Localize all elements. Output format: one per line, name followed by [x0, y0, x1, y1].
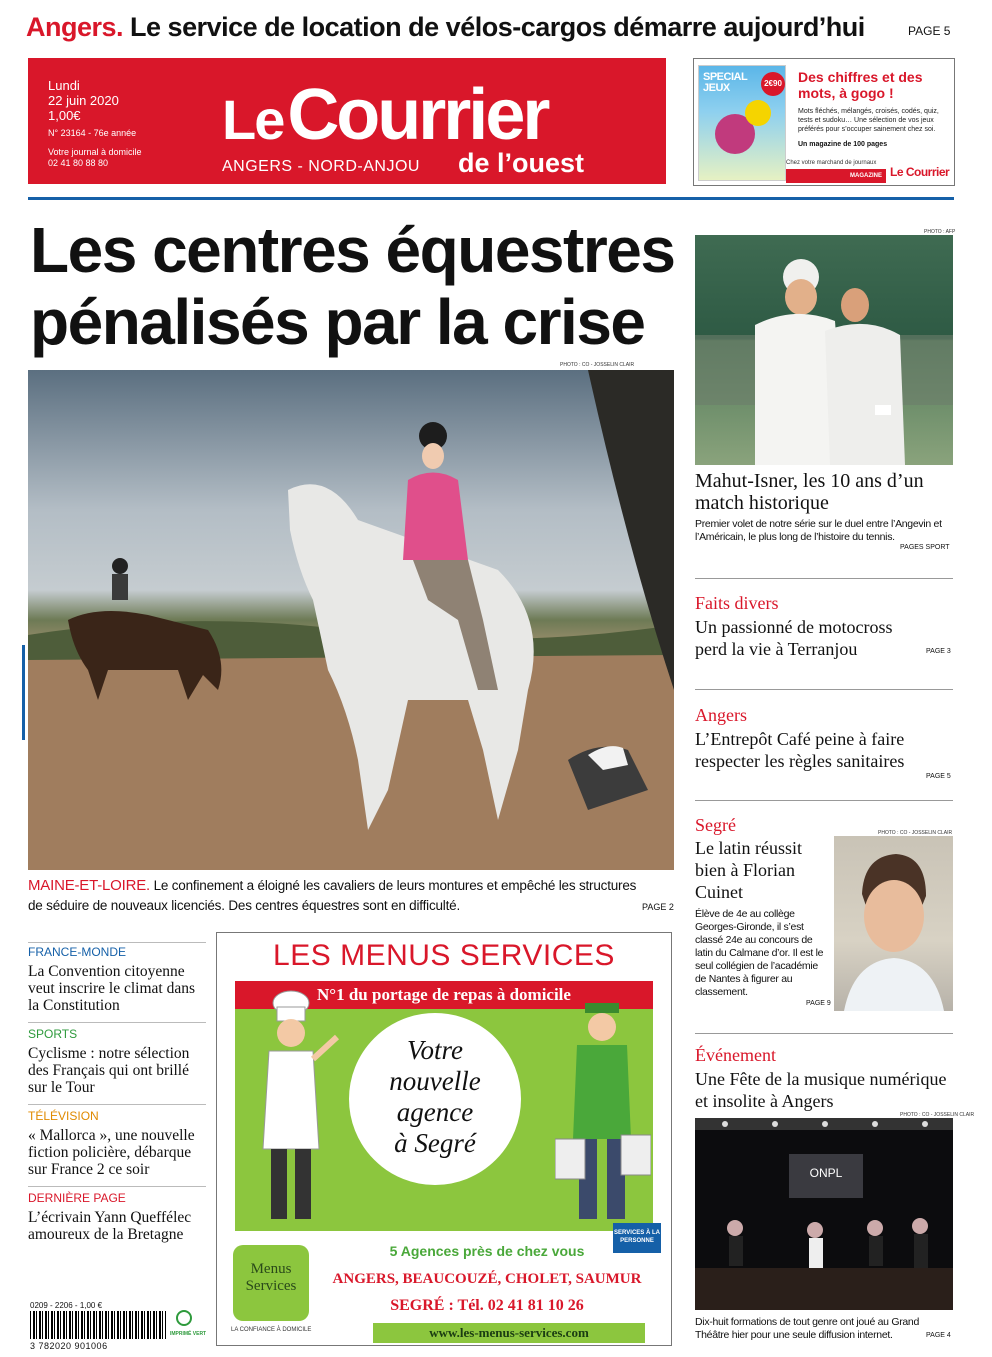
ad-phone: Tél. 02 41 81 10 26 — [457, 1297, 584, 1314]
brief-headline: « Mallorca », une nouvelle fiction policière, débarque sur France 2 ce soir — [28, 1127, 195, 1178]
brief-item[interactable] — [28, 1186, 206, 1251]
evenement-photo-scene — [695, 1118, 953, 1310]
evenement-page: PAGE 4 — [926, 1332, 951, 1339]
top-teaser-page: PAGE 5 — [908, 24, 951, 38]
promo-text: Mots fléchés, mélangés, croisés, codés, quiz, tests et sudoku… Une sélection de vos jeux préférés pour s’occuper sainement chez soi. — [798, 108, 939, 133]
segre-page: PAGE 9 — [806, 1000, 831, 1007]
brief-kicker: TÉLÉVISION — [28, 1109, 99, 1123]
brief-kicker: DERNIÈRE PAGE — [28, 1191, 126, 1205]
evenement-kicker: Événement — [695, 1045, 776, 1065]
segre-headline[interactable]: Le latin réussit bien à Florian Cuinet — [695, 838, 802, 902]
ad-banner: N°1 du portage de repas à domicile — [235, 981, 653, 1009]
masthead-delivery: Votre journal à domicile — [48, 147, 142, 157]
masthead — [28, 58, 666, 184]
ad-chef-illustration — [241, 989, 341, 1229]
evenement-photo[interactable] — [695, 1118, 953, 1310]
ad-agencies: 5 Agences près de chez vous — [389, 1243, 585, 1259]
angers-kicker: Angers — [695, 705, 747, 725]
promo-footer: Chez votre marchand de journaux — [786, 160, 877, 166]
masthead-phone: 02 41 80 88 80 — [48, 158, 109, 168]
brief-headline: L’écrivain Yann Queffélec amoureux de la Bretagne — [28, 1209, 192, 1243]
barcode — [30, 1311, 166, 1339]
angers-page: PAGE 5 — [926, 773, 951, 780]
ad-delivery-man-illustration — [555, 989, 651, 1229]
top-teaser-kicker: Angers. — [26, 12, 124, 42]
ad-bubble-text — [349, 1035, 521, 1159]
angers-headline[interactable]: L’Entrepôt Café peine à faire respecter les règles sanitaires — [695, 729, 905, 771]
brief-item[interactable] — [28, 942, 206, 1022]
main-story-page: PAGE 2 — [642, 902, 674, 912]
divider — [695, 689, 953, 690]
divider — [695, 578, 953, 579]
ad-url[interactable]: www.les-menus-services.com — [373, 1323, 645, 1343]
tennis-photo[interactable] — [695, 235, 953, 465]
main-headline[interactable] — [30, 214, 680, 358]
ad-bubble-line: à Segré — [394, 1128, 476, 1158]
segre-photo-credit: PHOTO : CO - JOSSELIN CLAIR — [878, 830, 953, 836]
masthead-logo[interactable] — [222, 74, 547, 156]
ad-logo — [233, 1245, 309, 1321]
ad-badge: SERVICES À LA PERSONNE — [613, 1223, 661, 1253]
ad-menus-services[interactable] — [216, 932, 672, 1346]
segre-text: Élève de 4e au collège Georges-Gironde, il s’est classé 24e au concours de latin du Calmane d’or. Il est le seul collégien de l’académie de Nantes à figurer au classement. — [695, 908, 824, 998]
segre-kicker: Segré — [695, 815, 736, 835]
evenement-caption: Dix-huit formations de tout genre ont joué au Grand Théâtre hier pour une seule diffusion internet. — [695, 1316, 920, 1341]
ad-bubble-line: Votre — [407, 1035, 463, 1065]
brief-item[interactable] — [28, 1022, 206, 1104]
ad-logo-line2: Services — [245, 1278, 297, 1294]
tennis-page: PAGES SPORT — [900, 544, 950, 551]
barcode-top: 0209 - 2206 - 1,00 € — [30, 1301, 103, 1310]
tennis-headline[interactable]: Mahut-Isner, les 10 ans d’un match historique — [695, 470, 924, 514]
evenement-headline[interactable]: Une Fête de la musique numérique et insolite à Angers — [695, 1069, 947, 1111]
masthead-edition: ANGERS - NORD-ANJOU — [222, 158, 420, 175]
brief-headline: Cyclisme : notre sélection des Français qui ont brillé sur le Tour — [28, 1045, 190, 1096]
masthead-issue: N° 23164 - 76e année — [48, 128, 137, 138]
logo-courrier: Courrier — [287, 75, 548, 155]
promo-tag: MAGAZINE — [786, 169, 886, 183]
tennis-photo-credit: PHOTO : AFP — [924, 229, 956, 235]
promo-pages: Un magazine de 100 pages — [798, 141, 888, 148]
main-photo[interactable] — [28, 370, 674, 870]
brief-headline: La Convention citoyenne veut inscrire le climat dans la Constitution — [28, 963, 195, 1014]
faits-divers-kicker: Faits divers — [695, 593, 779, 613]
ad-title: LES MENUS SERVICES — [273, 939, 615, 972]
promo-logo: Le Courrier — [890, 165, 950, 179]
tennis-photo-scene — [695, 235, 953, 465]
main-photo-scene — [28, 370, 674, 870]
logo-le: Le — [222, 88, 284, 151]
left-column — [28, 942, 206, 1251]
ad-cities: ANGERS, BEAUCOUZÉ, CHOLET, SAUMUR — [332, 1271, 642, 1287]
promo-magazine-cover — [698, 65, 786, 181]
promo-mascot-badge — [745, 100, 771, 126]
ad-tagline: LA CONFIANCE À DOMICILE — [231, 1327, 312, 1333]
recycle-icon — [176, 1310, 192, 1326]
masthead-date: 22 juin 2020 — [48, 93, 119, 108]
barcode-number: 3 782020 901006 — [30, 1341, 108, 1351]
ad-logo-line1: Menus — [250, 1261, 292, 1277]
main-headline-line2: pénalisés par la crise — [30, 286, 645, 358]
main-caption-kicker: MAINE-ET-LOIRE. — [28, 877, 151, 894]
promo-box[interactable] — [693, 58, 955, 186]
main-caption-text: Le confinement a éloigné les cavaliers de leurs montures et empêché les structures de séduire de nouveaux licenciés. Des centres équestres sont en difficulté. — [28, 878, 637, 913]
main-headline-line1: Les centres équestres — [30, 214, 675, 286]
tennis-text: Premier volet de notre série sur le duel entre l’Angevin et l’Américain, le plus long de l’histoire du tennis. — [695, 518, 942, 543]
main-photo-credit: PHOTO : CO - JOSSELIN CLAIR — [560, 362, 635, 368]
recycle-label: IMPRIMÉ VERT — [170, 1331, 207, 1337]
ad-bubble-line: agence — [396, 1097, 474, 1127]
promo-title: Des chiffres et des mots, à gogo ! — [798, 69, 923, 101]
faits-divers-page: PAGE 3 — [926, 648, 951, 655]
promo-magazine-title: SPECIAL JEUX — [703, 71, 747, 94]
segre-photo[interactable] — [834, 836, 953, 1011]
main-photo-accent — [22, 645, 25, 740]
top-teaser-headline: Le service de location de vélos-cargos démarre aujourd’hui — [130, 12, 865, 42]
ad-bubble-line: nouvelle — [389, 1066, 481, 1096]
brief-item[interactable] — [28, 1104, 206, 1186]
evenement-screen-label: ONPL — [809, 1166, 843, 1180]
masthead-day: Lundi — [48, 78, 80, 93]
ad-contact — [317, 1297, 657, 1315]
header-rule — [28, 197, 954, 200]
evenement-photo-credit: PHOTO : CO - JOSSELIN CLAIR — [900, 1112, 975, 1118]
faits-divers-headline[interactable]: Un passionné de motocross perd la vie à Terranjou — [695, 617, 893, 659]
main-caption — [28, 876, 648, 916]
ad-segre-label: SEGRÉ : — [390, 1297, 454, 1314]
divider — [695, 1033, 953, 1034]
brief-kicker: FRANCE-MONDE — [28, 945, 126, 959]
divider — [695, 800, 953, 801]
brief-kicker: SPORTS — [28, 1027, 78, 1041]
promo-price-badge: 2€90 — [761, 72, 785, 96]
logo-ouest: de l’ouest — [458, 148, 585, 178]
masthead-price: 1,00€ — [48, 108, 81, 123]
top-teaser[interactable] — [26, 12, 906, 43]
segre-photo-scene — [834, 836, 953, 1011]
